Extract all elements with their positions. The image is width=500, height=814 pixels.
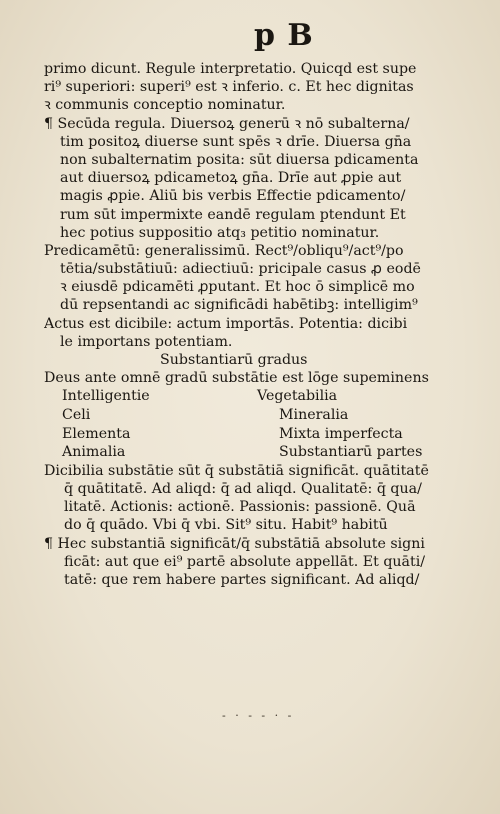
gradus-heading: Substantiarū gradus [160, 352, 308, 368]
text-line: primo dicunt. Regule interpretatio. Quicqd est supe [44, 61, 417, 77]
gradus-table [44, 387, 476, 461]
text-line: ¶ Secūda regula. Diuersoꝝ generū ꝛ nō subalterna/ [44, 115, 410, 132]
text-line: dū repsentandi ac significādi habētibꝫ: intelligim⁹ [60, 297, 418, 314]
gradus-cell: Mineralia [279, 406, 349, 423]
gradus-cell: Animalia [62, 444, 126, 461]
text-line: Dicibilia substātie sūt q̄ substātiā significāt. quātitatē [44, 462, 429, 479]
text-line: hec potius suppositio atq₃ petitio nominatur. [60, 224, 380, 241]
gradus-cell: Substantiarū partes [279, 444, 423, 461]
text-line: ꝛ eiusdē pdicamēti ꝓputant. Et hoc ō simplicē mo [60, 279, 415, 296]
text-line: litatē. Actionis: actionē. Passionis: passionē. Quā [64, 499, 416, 516]
gradus-cell: Intelligentie [62, 388, 150, 405]
gradus-cell: Vegetabilia [257, 388, 338, 405]
gradus-row [44, 387, 476, 406]
text-block [44, 60, 476, 589]
gradus-row [44, 443, 476, 462]
text-line: ¶ Hec substantiā significāt/q̄ substātiā absolute signi [44, 535, 425, 552]
text-line: le importans potentiam. [60, 333, 233, 350]
gradus-cell: Celi [62, 406, 91, 423]
ornament-divider: - · - - · - [222, 709, 295, 722]
text-line: Predicamētū: generalissimū. Rect⁹/obliqu⁹/act⁹/po [44, 242, 404, 259]
signature-mark: p B [254, 18, 314, 53]
gradus-row [44, 406, 476, 425]
text-line: aut diuersoꝝ pdicametoꝝ gn̄a. Drīe aut ꝓpie aut [60, 170, 402, 187]
text-line: ficāt: aut que ei⁹ partē absolute appellāt. Et quāti/ [64, 553, 426, 570]
text-line: ꝛ communis conceptio nominatur. [44, 97, 286, 114]
text-line: tatē: que rem habere partes significant. Ad aliqd/ [64, 571, 420, 588]
text-line: q̄ quātitatē. Ad aliqd: q̄ ad aliqd. Qualitatē: q̄ qua/ [64, 480, 422, 497]
text-line: rum sūt impermixte eandē regulam ptendunt Et [60, 206, 406, 223]
text-line: non subalternatim posita: sūt diuersa pdicamenta [60, 151, 419, 168]
text-line: ri⁹ superiori: superi⁹ est ꝛ inferio. c. Et hec dignitas [44, 79, 414, 96]
gradus-intro: Deus ante omnē gradū substātie est lōge supeminens [44, 370, 429, 387]
text-line: tim positoꝝ diuerse sunt spēs ꝛ drīe. Diuersa gn̄a [60, 133, 412, 150]
gradus-cell: Mixta imperfecta [279, 425, 403, 442]
gradus-row [44, 425, 476, 444]
text-line: tētia/substātiuū: adiectiuū: pricipale casus ꝓ eodē [60, 261, 421, 278]
text-line: Actus est dicibile: actum importās. Potentia: dicibi [44, 315, 408, 332]
text-line: magis ꝓpie. Aliū bis verbis Effectie pdicamento/ [60, 188, 406, 205]
text-line: do q̄ quādo. Vbi q̄ vbi. Sit⁹ situ. Habit⁹ habitū [64, 517, 388, 534]
gradus-cell: Elementa [62, 425, 131, 442]
